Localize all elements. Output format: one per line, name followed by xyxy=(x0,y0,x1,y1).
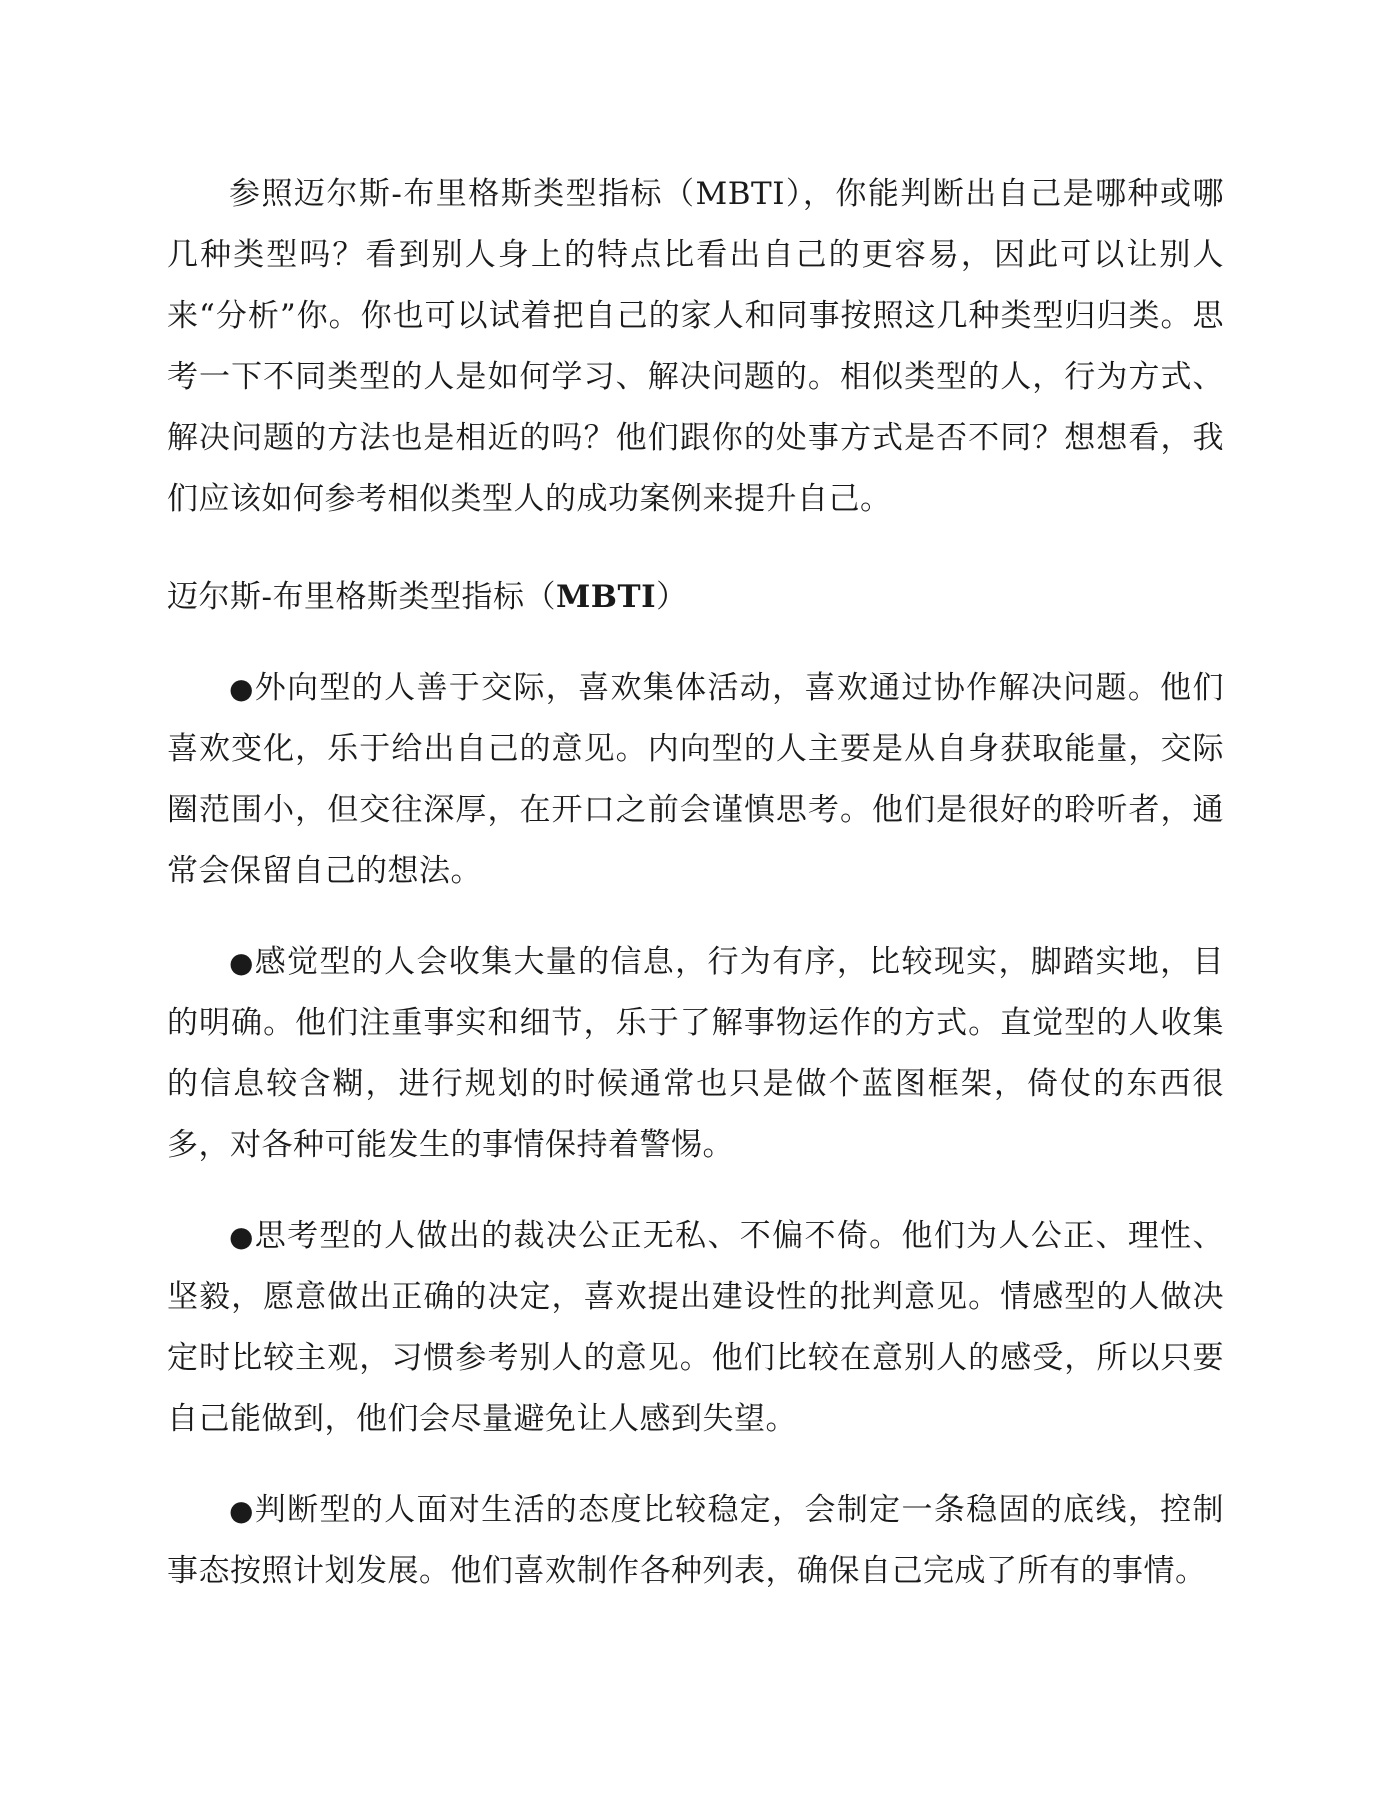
bullet-paragraph-sensing xyxy=(167,932,1224,1176)
bullet-text: 外向型的人善于交际，喜欢集体活动，喜欢通过协作解决问题。他们喜欢变化，乐于给出自己的意见。内向型的人主要是从自身获取能量，交际圈范围小，但交往深厚，在开口之前会谨慎思考。他们是很好的聆听者，通常会保留自己的想法。 xyxy=(167,670,1225,889)
bullet-paragraph-thinking xyxy=(167,1206,1224,1450)
heading-abbr: MBTI xyxy=(555,579,657,615)
heading-text: 迈尔斯-布里格斯类型指标（ xyxy=(167,579,556,615)
bullet-icon: ● xyxy=(229,672,255,705)
bullet-text: 感觉型的人会收集大量的信息，行为有序，比较现实，脚踏实地，目的明确。他们注重事实和细节，乐于了解事物运作的方式。直觉型的人收集的信息较含糊，进行规划的时候通常也只是做个蓝图框架，倚仗的东西很多，对各种可能发生的事情保持着警惕。 xyxy=(167,944,1225,1163)
intro-paragraph: 参照迈尔斯-布里格斯类型指标（MBTI），你能判断出自己是哪种或哪几种类型吗？看到别人身上的特点比看出自己的更容易，因此可以让别人来“分析”你。你也可以试着把自己的家人和同事按照这几种类型归归类。思考一下不同类型的人是如何学习、解决问题的。相似类型的人，行为方式、解决问题的方法也是相近的吗？他们跟你的处事方式是否不同？想想看，我们应该如何参考相似类型人的成功案例来提升自己。 xyxy=(167,176,1224,517)
bullet-icon: ● xyxy=(229,1220,255,1253)
bullet-icon: ● xyxy=(229,1494,255,1527)
bullet-text: 判断型的人面对生活的态度比较稳定，会制定一条稳固的底线，控制事态按照计划发展。他们喜欢制作各种列表，确保自己完成了所有的事情。 xyxy=(167,1492,1225,1589)
section-heading xyxy=(167,567,1224,628)
bullet-icon: ● xyxy=(229,946,255,979)
bullet-text: 思考型的人做出的裁决公正无私、不偏不倚。他们为人公正、理性、坚毅，愿意做出正确的决定，喜欢提出建设性的批判意见。情感型的人做决定时比较主观，习惯参考别人的意见。他们比较在意别人的感受，所以只要自己能做到，他们会尽量避免让人感到失望。 xyxy=(167,1218,1225,1437)
heading-close: ） xyxy=(656,579,688,615)
bullet-paragraph-judging xyxy=(167,1480,1224,1602)
bullet-paragraph-extrovert xyxy=(167,658,1224,902)
